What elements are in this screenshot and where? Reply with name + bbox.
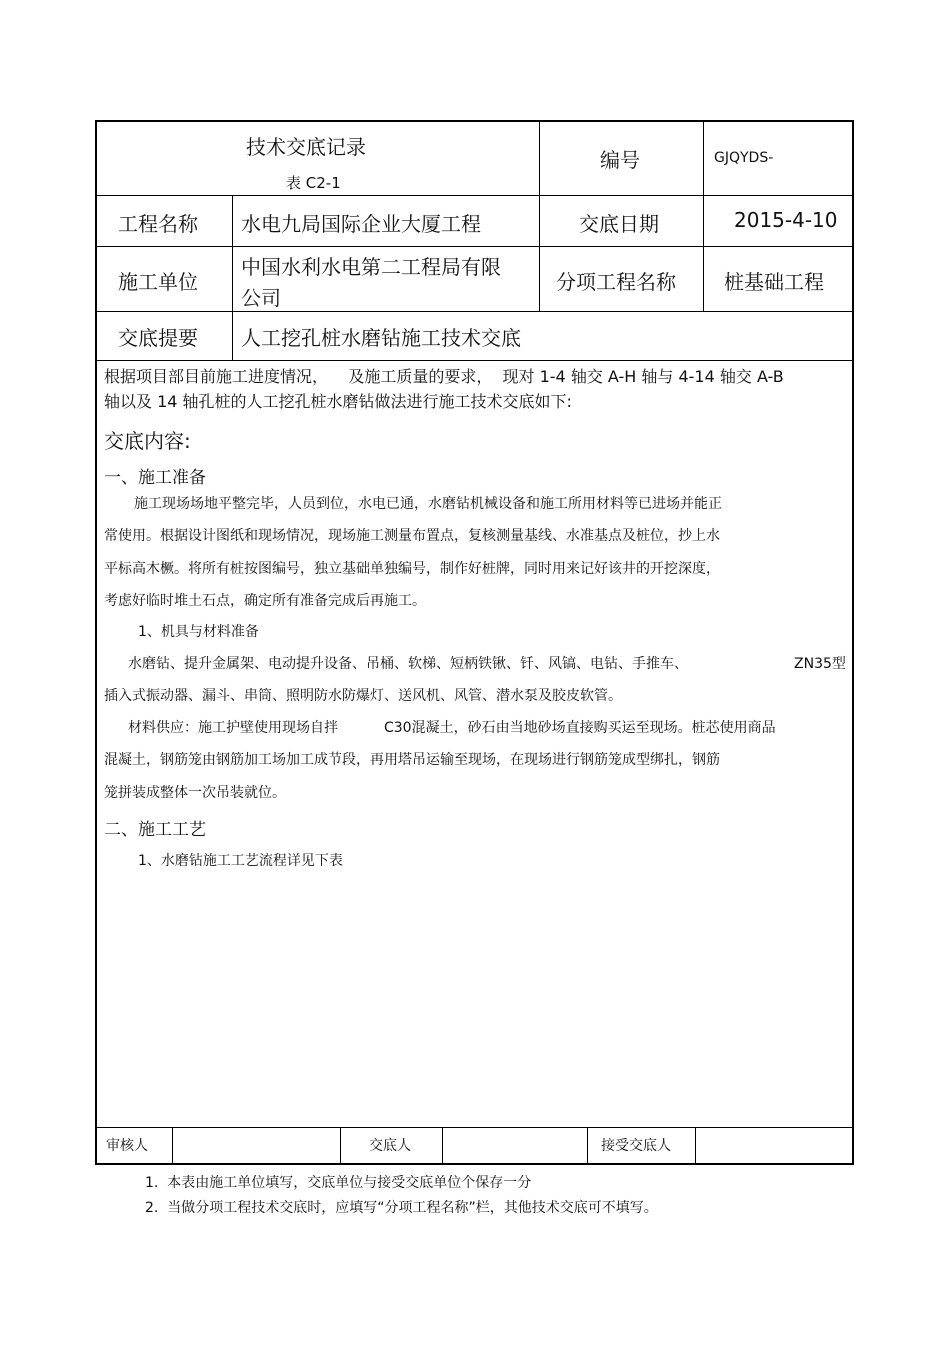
row-divider-4 <box>95 360 854 361</box>
intro-line-2: 轴以及 14 轴孔桩的人工挖孔桩水磨钻做法进行施工技术交底如下: <box>104 392 572 411</box>
tools-line-1: 水磨钻、提升金属架、电动提升设备、吊桶、软梯、短柄铁锹、钎、风镐、电钻、手推车、 <box>128 656 688 672</box>
form-number: 表 C2-1 <box>286 174 341 192</box>
project-label: 工程名称 <box>118 212 198 236</box>
unit-label: 施工单位 <box>118 270 198 294</box>
summary-value: 人工挖孔桩水磨钻施工技术交底 <box>241 326 521 350</box>
section-1-heading: 一、施工准备 <box>104 468 206 488</box>
subsection-1-heading: 1、机具与材料准备 <box>138 624 259 640</box>
row-divider-5 <box>95 1127 854 1128</box>
footnote-2: 2. 当做分项工程技术交底时，应填写“分项工程名称”栏，其他技术交底可不填写。 <box>145 1200 658 1216</box>
col-divider-mid <box>539 120 540 311</box>
prep-para-line-1: 施工现场场地平整完毕，人员到位，水电已通，水磨钻机械设备和施工所用材料等已进场并能正 <box>134 496 722 512</box>
intro-line-1: 根据项目部目前施工进度情况， 及施工质量的要求， 现对 1-4 轴交 A-H 轴与 4-14 轴交 A-B <box>104 367 784 386</box>
row-divider-2 <box>95 246 854 247</box>
project-value: 水电九局国际企业大厦工程 <box>241 212 481 236</box>
prep-para-line-3: 平标高木橛。将所有桩按图编号，独立基础单独编号，制作好桩牌，同时用来记好该井的开挖深度， <box>104 561 720 577</box>
sig-divider-2 <box>340 1127 341 1165</box>
sig-divider-1 <box>172 1127 173 1165</box>
row-divider-1 <box>95 195 854 196</box>
footnote-1: 1. 本表由施工单位填写，交底单位与接受交底单位个保存一分 <box>145 1175 532 1191</box>
tools-line-1-tail: ZN35型 <box>794 656 846 672</box>
section-2-heading: 二、施工工艺 <box>104 820 206 840</box>
date-label: 交底日期 <box>579 212 659 236</box>
prep-para-line-2: 常使用。根据设计图纸和现场情况，现场施工测量布置点，复核测量基线、水准基点及桩位，抄上水 <box>104 528 720 544</box>
receiver-label: 接受交底人 <box>601 1138 671 1154</box>
subproject-value: 桩基础工程 <box>724 270 824 294</box>
sig-divider-5 <box>695 1127 696 1165</box>
sig-divider-4 <box>587 1127 588 1165</box>
material-line-3: 笼拼装成整体一次吊装就位。 <box>104 785 286 801</box>
material-line-1b: C30混凝土，砂石由当地砂场直接购买运至现场。桩芯使用商品 <box>384 720 776 736</box>
sig-divider-3 <box>442 1127 443 1165</box>
col-divider-right <box>703 120 704 311</box>
summary-label: 交底提要 <box>118 326 198 350</box>
form-title: 技术交底记录 <box>246 135 366 159</box>
reviewer-label: 审核人 <box>106 1138 148 1154</box>
unit-value-line1: 中国水利水电第二工程局有限 <box>241 255 501 279</box>
discloser-label: 交底人 <box>369 1138 411 1154</box>
col-divider-label <box>232 195 233 360</box>
number-label: 编号 <box>600 148 640 172</box>
unit-value-line2: 公司 <box>241 286 281 310</box>
material-line-2: 混凝土，钢筋笼由钢筋加工场加工成节段，再用塔吊运输至现场，在现场进行钢筋笼成型绑扎，钢筋 <box>104 752 720 768</box>
content-heading: 交底内容: <box>104 429 191 453</box>
tools-line-2: 插入式振动器、漏斗、串筒、照明防水防爆灯、送风机、风管、潜水泵及胶皮软管。 <box>104 688 622 704</box>
date-value: 2015-4-10 <box>734 208 838 232</box>
prep-para-line-4: 考虑好临时堆土石点，确定所有准备完成后再施工。 <box>104 593 426 609</box>
row-divider-3 <box>95 311 854 312</box>
material-line-1a: 材料供应：施工护壁使用现场自拌 <box>128 720 338 736</box>
subsection-2-heading: 1、水磨钻施工工艺流程详见下表 <box>138 853 343 869</box>
subproject-label: 分项工程名称 <box>556 270 676 294</box>
number-value: GJQYDS- <box>714 150 774 166</box>
